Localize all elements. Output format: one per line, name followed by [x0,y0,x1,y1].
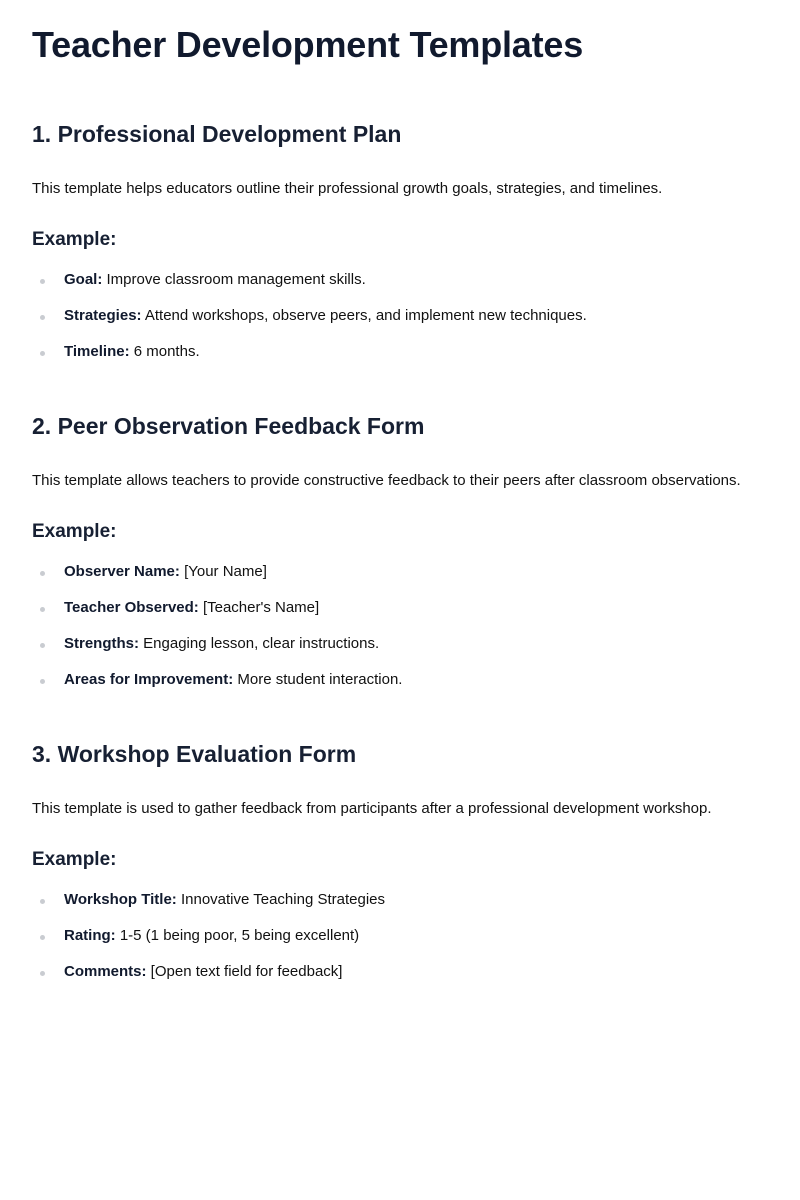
list-item [32,962,768,982]
item-value: More student interaction. [233,671,403,688]
section-heading: 2. Peer Observation Feedback Form [32,413,425,439]
example-list [32,562,768,690]
example-list [32,270,768,362]
item-label: Workshop Title: [64,891,177,908]
section-heading: 3. Workshop Evaluation Form [32,741,357,767]
example-heading: Example: [32,229,117,250]
item-label: Areas for Improvement: [64,671,234,688]
item-value: Innovative Teaching Strategies [176,891,385,908]
example-heading: Example: [32,521,117,542]
item-label: Strengths: [64,635,139,652]
section-workshop-evaluation-form [32,739,768,982]
list-item [32,562,768,582]
example-list [32,890,768,982]
section-heading: 1. Professional Development Plan [32,121,402,147]
section-description: This template allows teachers to provide constructive feedback to their peers after classroom observations. [32,472,741,489]
item-value: Attend workshops, observe peers, and implement new techniques. [141,307,587,324]
item-label: Rating: [64,927,116,944]
section-professional-development-plan [32,119,768,362]
item-value: 1-5 (1 being poor, 5 being excellent) [115,927,360,944]
list-item [32,598,768,618]
item-value: Improve classroom management skills. [102,271,366,288]
list-item [32,926,768,946]
item-label: Timeline: [64,343,130,360]
section-description: This template helps educators outline their professional growth goals, strategies, and timelines. [32,180,663,197]
item-value: [Open text field for feedback] [146,963,343,980]
list-item [32,270,768,290]
item-label: Comments: [64,963,147,980]
item-value: [Teacher's Name] [198,599,320,616]
list-item [32,670,768,690]
section-description: This template is used to gather feedback from participants after a professional development workshop. [32,800,712,817]
list-item [32,342,768,362]
section-peer-observation-feedback-form [32,411,768,690]
page-title: Teacher Development Templates [32,24,584,65]
list-item [32,890,768,910]
example-heading: Example: [32,849,117,870]
item-label: Strategies: [64,307,142,324]
item-label: Teacher Observed: [64,599,199,616]
list-item [32,634,768,654]
list-item [32,306,768,326]
item-value: [Your Name] [179,563,267,580]
item-label: Observer Name: [64,563,180,580]
item-label: Goal: [64,271,103,288]
item-value: 6 months. [129,343,200,360]
item-value: Engaging lesson, clear instructions. [139,635,380,652]
